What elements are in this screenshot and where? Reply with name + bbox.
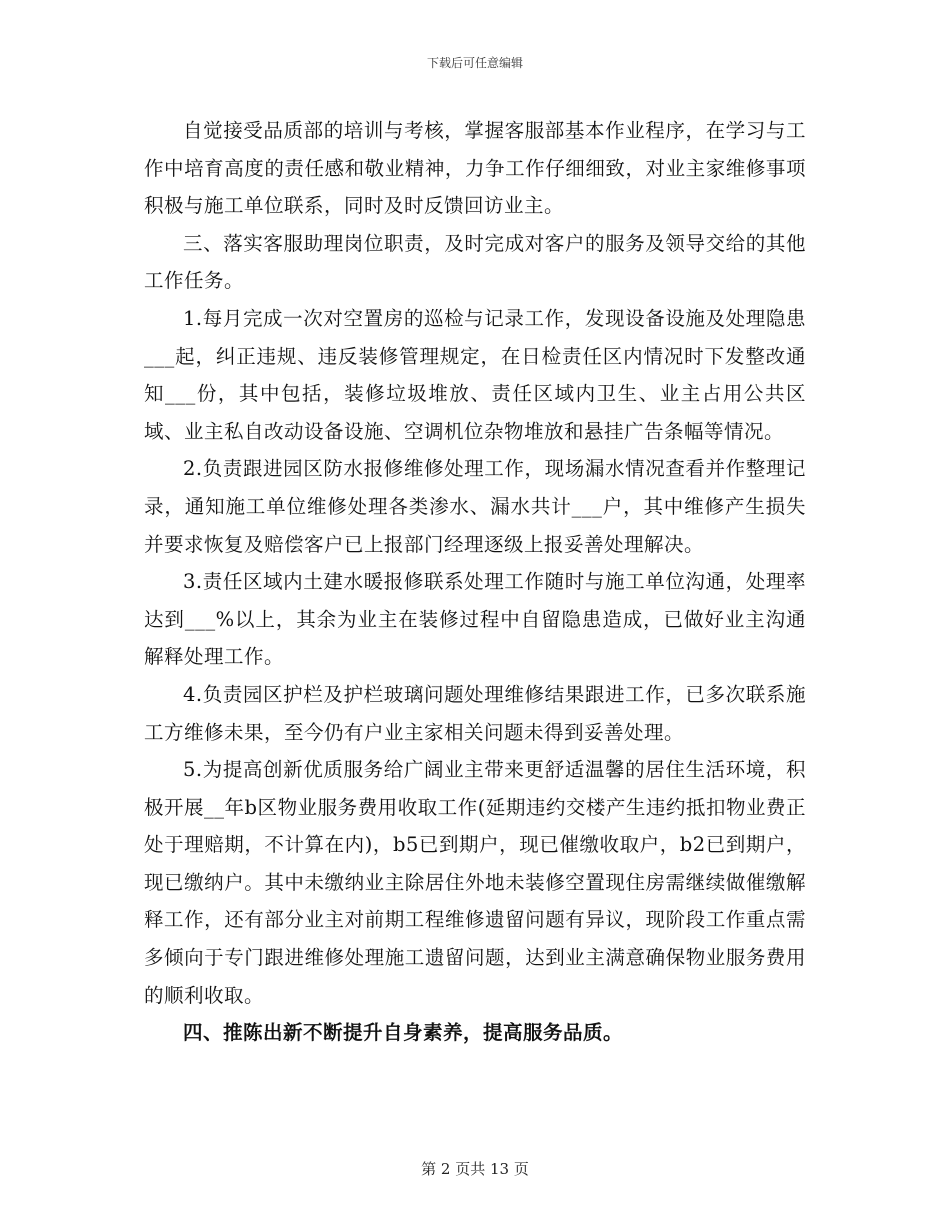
paragraph-item-1: 1.每月完成一次对空置房的巡检与记录工作，发现设备设施及处理隐患___起，纠正违规、违反装修管理规定，在日检责任区内情况时下发整改通知___份，其中包括，装修垃圾堆放、责任区域内卫生、业主占用公共区域、业主私自改动设备设施、空调机位杂物堆放和悬挂广告条幅等情况。	[144, 306, 806, 443]
paragraph-section-three: 三、落实客服助理岗位职责，及时完成对客户的服务及领导交给的其他工作任务。	[144, 231, 806, 293]
section-heading-four: 四、推陈出新不断提升自身素养，提高服务品质。	[183, 1021, 624, 1045]
paragraph-item-5: 5.为提高创新优质服务给广阔业主带来更舒适温馨的居住生活环境，积极开展__年b区物业服务费用收取工作(延期违约交楼产生违约抵扣物业费正处于理赔期，不计算在内)，b5已到期户，现已催缴收取户，b2已到期户，现已缴纳户。其中未缴纳业主除居住外地未装修空置现住房需继续做催缴解释工作，还有部分业主对前期工程维修遗留问题有异议，现阶段工作重点需多倾向于专门跟进维修处理施工遗留问题，达到业主满意确保物业服务费用的顺利收取。	[144, 758, 806, 1007]
paragraph-item-3: 3.责任区域内土建水暖报修联系处理工作随时与施工单位沟通，处理率达到___%以上，其余为业主在装修过程中自留隐患造成，已做好业主沟通解释处理工作。	[144, 570, 806, 669]
page-header: 下载后可任意编辑	[426, 56, 523, 70]
document-body	[144, 112, 806, 1052]
page-footer: 第 2 页共 13 页	[421, 1160, 529, 1178]
paragraph-intro: 自觉接受品质部的培训与考核，掌握客服部基本作业程序，在学习与工作中培育高度的责任感和敬业精神，力争工作仔细细致，对业主家维修事项积极与施工单位联系，同时及时反馈回访业主。	[144, 119, 806, 218]
paragraph-item-4: 4.负责园区护栏及护栏玻璃问题处理维修结果跟进工作，已多次联系施工方维修未果，至今仍有户业主家相关问题未得到妥善处理。	[144, 682, 806, 744]
paragraph-item-2: 2.负责跟进园区防水报修维修处理工作，现场漏水情况查看并作整理记录，通知施工单位维修处理各类渗水、漏水共计___户，其中维修产生损失并要求恢复及赔偿客户已上报部门经理逐级上报妥善处理解决。	[144, 457, 806, 556]
